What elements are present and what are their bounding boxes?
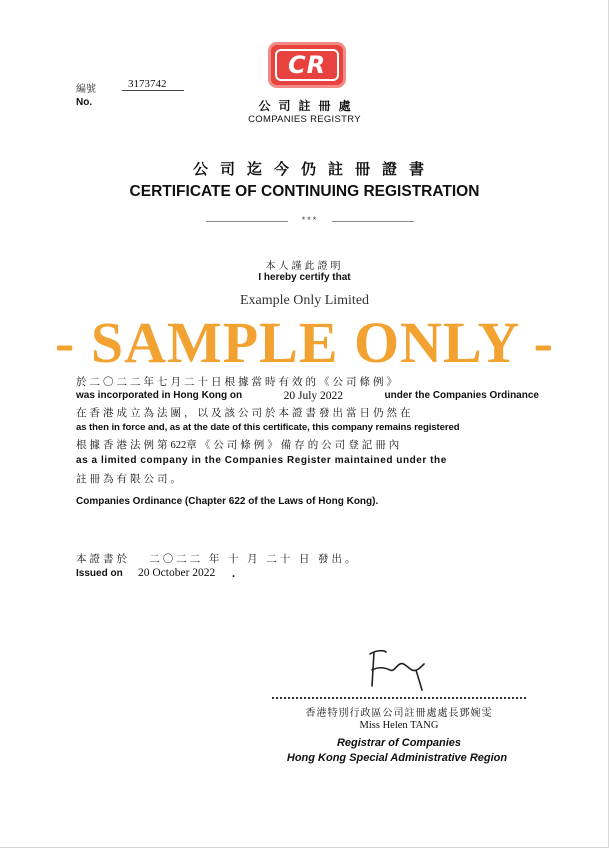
- number-label-zh: 編號: [76, 84, 96, 95]
- company-name: Example Only Limited: [239, 293, 370, 308]
- registry-name-en: COMPANIES REGISTRY: [248, 114, 361, 125]
- signatory-region-en: Hong Kong Special Administrative Region: [286, 752, 508, 764]
- certificate-number: 3173742: [122, 78, 184, 91]
- issued-statement-zh: [76, 551, 359, 566]
- logo-text: CR: [275, 49, 339, 81]
- divider-right: [332, 221, 414, 222]
- number-label-en: No.: [76, 97, 93, 108]
- body-line-5-part-b: 章《公司條例》備存的公司登記冊內: [186, 440, 403, 451]
- issued-label-en: Issued on: [76, 568, 123, 579]
- issued-date: 20 October 2022: [138, 567, 216, 579]
- certificate-title-zh: 公司迄今仍註冊證書: [192, 161, 436, 178]
- certify-statement-zh: 本人謹此證明: [265, 261, 344, 272]
- signatory-title-en: Registrar of Companies: [336, 737, 462, 749]
- companies-registry-logo: [268, 42, 346, 88]
- signatory-title-zh: 香港特別行政區公司註冊處處長鄧婉雯: [305, 708, 493, 719]
- signature-line: [272, 697, 526, 699]
- incorporation-date: 20 July 2022: [283, 390, 344, 402]
- issued-end-dot: .: [232, 566, 235, 580]
- handwritten-signature: [364, 646, 430, 692]
- body-line-2-en: [76, 390, 539, 402]
- body-line-3-zh: 在香港成立為法團，以及該公司於本證書發出當日仍然在: [76, 408, 414, 419]
- body-line-5-part-a: 根據香港法例第: [76, 440, 171, 451]
- body-line-4-en: as then in force and, as at the date of this certificate, this company remains registered: [76, 422, 460, 433]
- signatory-name: Miss Helen TANG: [359, 720, 439, 731]
- divider-stars: ***: [301, 215, 319, 225]
- body-line-8-en: Companies Ordinance (Chapter 622 of the Laws of Hong Kong).: [76, 496, 379, 507]
- body-line-2-prefix: was incorporated in Hong Kong on: [76, 390, 243, 401]
- body-line-5-zh: [76, 437, 539, 452]
- issued-date-zh: 二〇二二 年 十 月 二十 日: [149, 554, 313, 565]
- issued-prefix-zh: 本證書於: [76, 554, 130, 565]
- certificate-title-en: CERTIFICATE OF CONTINUING REGISTRATION: [129, 183, 480, 200]
- body-line-1-zh: 於二〇二二年七月二十日根據當時有效的《公司條例》: [76, 377, 400, 388]
- issued-suffix-zh: 發出。: [318, 554, 359, 565]
- body-line-6-en: as a limited company in the Companies Register maintained under the: [76, 455, 447, 466]
- sample-only-watermark: - SAMPLE ONLY -: [55, 310, 554, 375]
- divider-left: [206, 221, 288, 222]
- body-line-2-suffix: under the Companies Ordinance: [384, 390, 539, 401]
- registry-name-zh: 公司註冊處: [258, 99, 359, 113]
- chapter-number: 622: [170, 440, 187, 451]
- certify-statement-en: I hereby certify that: [258, 272, 351, 283]
- body-line-7-zh: 註冊為有限公司。: [76, 474, 184, 485]
